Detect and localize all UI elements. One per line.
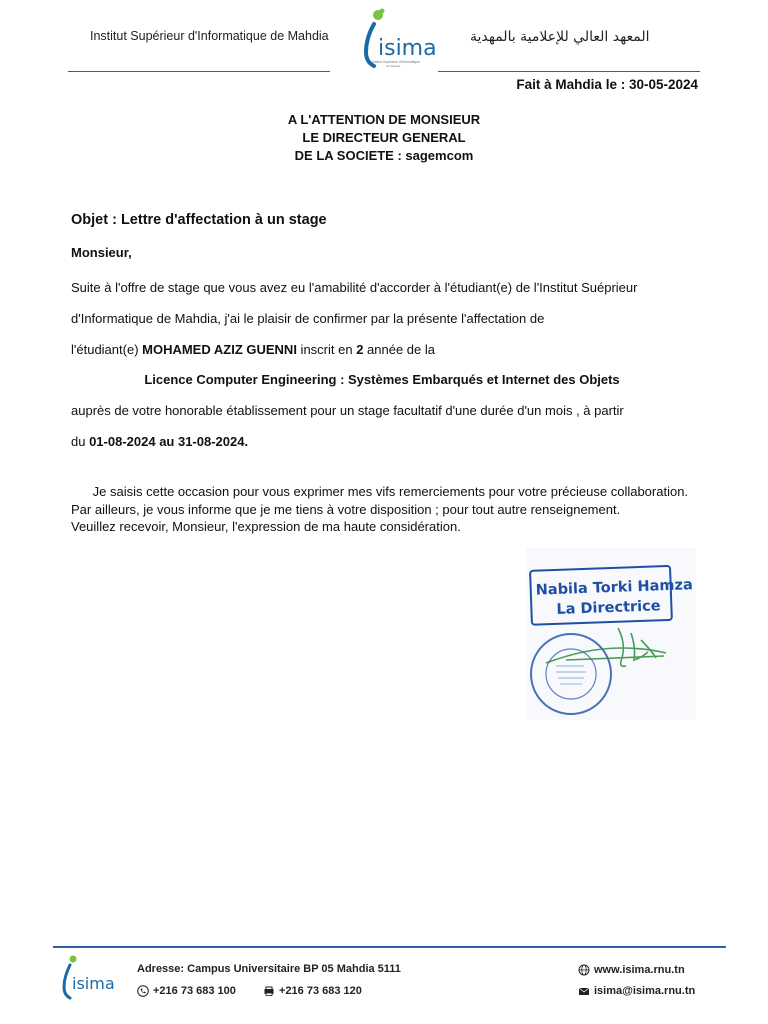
phone-icon	[137, 985, 149, 997]
globe-icon	[578, 964, 590, 976]
body-line-5	[71, 434, 248, 449]
footer-email-address[interactable]: isima@isima.rnu.tn	[594, 985, 696, 997]
program-name: Licence Computer Engineering : Systèmes Embarqués et Internet des Objets	[144, 372, 620, 387]
svg-text:Institut Supérieur d'Informati: Institut Supérieur d'Informatique	[372, 60, 420, 64]
student-name: MOHAMED AZIZ GUENNI	[142, 342, 297, 357]
attention-line-1: A L'ATTENTION DE MONSIEUR	[287, 112, 481, 127]
body-line-3	[71, 342, 435, 357]
footer-fax	[263, 985, 362, 997]
closing-block	[71, 483, 688, 536]
envelope-icon	[578, 985, 590, 997]
body-line-2: d'Informatique de Mahdia, j'ai le plaisir de confirmer par la présente l'affectation de	[71, 311, 545, 326]
subject-line: Objet : Lettre d'affectation à un stage	[71, 212, 327, 228]
internship-dates: 01-08-2024 au 31-08-2024.	[89, 434, 249, 449]
footer-fax-number: +216 73 683 120	[279, 985, 362, 997]
header-divider-right	[438, 71, 700, 72]
student-year: 2	[356, 342, 364, 357]
closing-line-3: Veuillez recevoir, Monsieur, l'expression de ma haute considération.	[71, 519, 461, 534]
footer-email[interactable]	[578, 985, 695, 997]
stamp-title: La Directrice	[556, 598, 661, 618]
student-prefix: l'étudiant(e)	[71, 342, 143, 357]
student-suffix: année de la	[363, 342, 435, 357]
footer-phone-number: +216 73 683 100	[153, 985, 236, 997]
stamp-name: Nabila Torki Hamza	[535, 577, 694, 599]
isima-logo	[352, 8, 437, 70]
director-stamp	[526, 548, 696, 720]
fax-icon	[263, 985, 275, 997]
attention-line-2: LE DIRECTEUR GENERAL	[302, 130, 466, 145]
attention-line-3: DE LA SOCIETE : sagemcom	[294, 148, 474, 163]
student-mid: inscrit en	[296, 342, 357, 357]
institute-name-fr: Institut Supérieur d'Informatique de Mahdia	[90, 29, 329, 43]
footer-isima-logo	[55, 955, 115, 1001]
closing-line-1: Je saisis cette occasion pour vous exprimer mes vifs remerciements pour votre précieuse collaboration.	[71, 484, 689, 499]
logo-text: isima	[378, 36, 437, 61]
footer-phone	[137, 985, 236, 997]
dates-prefix: du	[71, 434, 90, 449]
date-line: Fait à Mahdia le : 30-05-2024	[516, 77, 698, 92]
institute-name-ar: المعهد العالي للإعلامية بالمهدية	[470, 29, 650, 45]
footer-website[interactable]	[578, 964, 685, 976]
body-line-1: Suite à l'offre de stage que vous avez eu l'amabilité d'accorder à l'étudiant(e) de l'Institut Suéprieur	[71, 280, 638, 295]
footer-divider	[53, 946, 726, 948]
svg-text:de Mahdia: de Mahdia	[386, 64, 401, 68]
header-divider-left	[68, 71, 330, 72]
salutation: Monsieur,	[71, 245, 132, 260]
footer-website-url[interactable]: www.isima.rnu.tn	[594, 964, 685, 976]
closing-line-2: Par ailleurs, je vous informe que je me tiens à votre disposition ; pour tout autre renseignement.	[71, 501, 621, 517]
body-line-4: auprès de votre honorable établissement pour un stage facultatif d'une durée d'un mois , à partir	[71, 403, 624, 418]
attention-block	[0, 111, 768, 165]
footer-logo-text: isima	[72, 974, 115, 993]
footer-address: Adresse: Campus Universitaire BP 05 Mahdia 5111	[137, 963, 401, 975]
